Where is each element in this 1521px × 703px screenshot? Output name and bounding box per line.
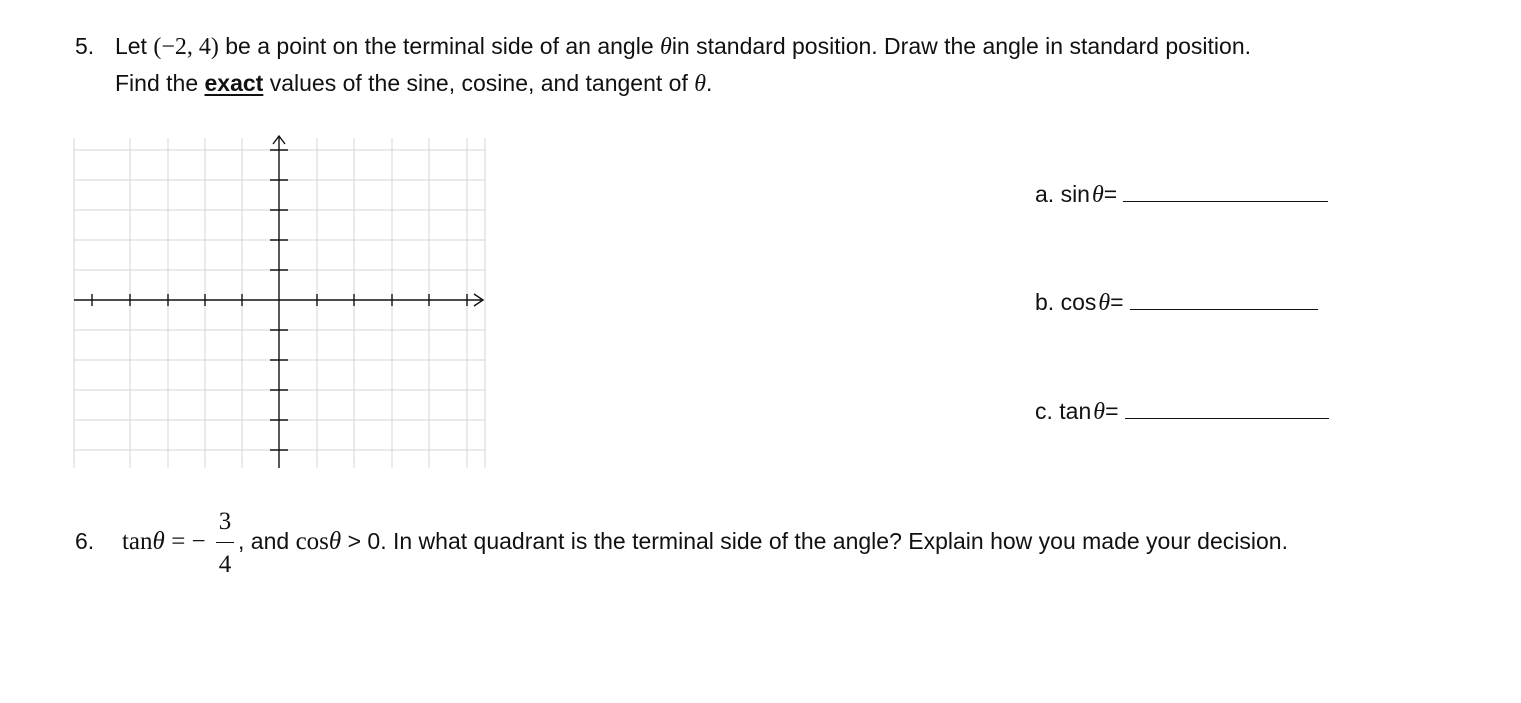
tan-answer-line[interactable] xyxy=(1125,398,1329,419)
q5-number: 5. xyxy=(75,33,95,59)
q6-theta: θ xyxy=(152,528,165,555)
q5-line2-post: values of the sine, cosine, and tangent of xyxy=(263,70,695,96)
q6-comma-and: , and xyxy=(238,528,296,554)
answer-sin-theta: θ xyxy=(1091,182,1104,208)
q6-number: 6. xyxy=(75,528,95,554)
q6-equals-negative: = − xyxy=(171,528,206,555)
answer-cos-label: b. cos xyxy=(1035,289,1097,315)
y-axis xyxy=(270,136,288,468)
answer-cos-theta: θ xyxy=(1098,290,1111,316)
q5-text-mid: be a point on the terminal side of an angle xyxy=(218,33,661,59)
q5-theta: θ xyxy=(660,34,672,60)
q6-greater-zero: > 0. xyxy=(341,528,393,554)
answer-sin-label: a. sin xyxy=(1035,181,1090,207)
q5-line2-theta: θ xyxy=(694,71,707,97)
q5-exact-emphasis: exact xyxy=(204,70,264,96)
answer-tan-label: c. tan xyxy=(1035,398,1092,424)
answer-cos xyxy=(1035,288,1318,317)
answer-tan-equals: = xyxy=(1105,398,1119,424)
q5-line2-pre: Find the xyxy=(115,70,205,96)
sin-answer-line[interactable] xyxy=(1123,181,1328,202)
answer-sin xyxy=(1035,180,1328,209)
answer-tan xyxy=(1035,397,1329,426)
answer-cos-equals: = xyxy=(1110,289,1124,315)
q6-line xyxy=(75,505,1288,577)
q6-question: In what quadrant is the terminal side of the angle? Explain how you made your decision. xyxy=(392,528,1288,554)
q6-fraction-bar xyxy=(216,542,234,543)
coordinate-plane[interactable] xyxy=(70,132,490,472)
answer-tan-theta: θ xyxy=(1093,399,1106,425)
q5-line1 xyxy=(75,32,1251,61)
q6-numerator: 3 xyxy=(218,507,232,535)
cos-answer-line[interactable] xyxy=(1130,289,1318,310)
q6-fraction xyxy=(214,507,236,579)
q5-line2 xyxy=(115,69,712,98)
q5-line2-end: . xyxy=(706,70,713,96)
q6-cos-theta: θ xyxy=(328,528,342,555)
q6-cos: cos xyxy=(295,528,329,555)
q5-point: (−2, 4) xyxy=(153,34,219,60)
q6-denominator: 4 xyxy=(218,550,232,578)
q5-text-pre: Let xyxy=(114,33,154,59)
answer-sin-equals: = xyxy=(1103,181,1118,207)
q5-text-post: in standard position. Draw the angle in standard position. xyxy=(671,33,1252,59)
q6-tan: tan xyxy=(121,528,153,555)
